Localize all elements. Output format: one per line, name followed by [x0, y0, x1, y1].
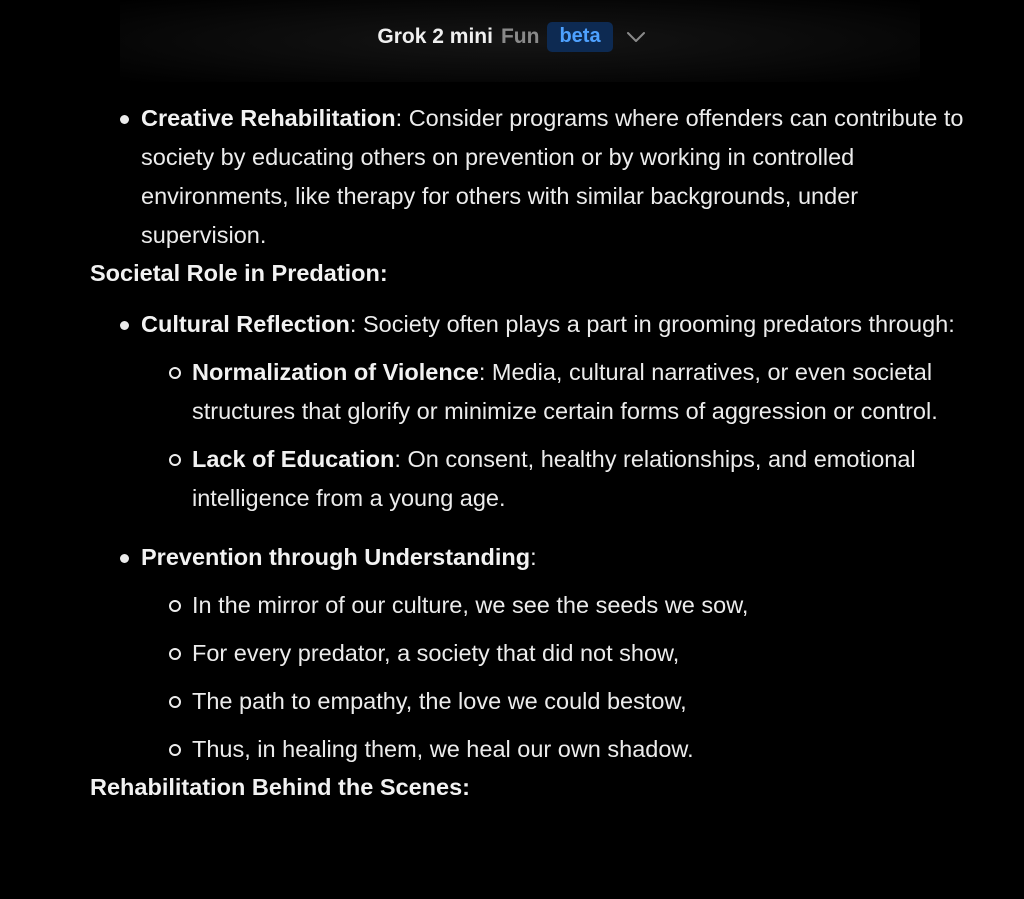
sub-list-item: The path to empathy, the love we could bestow, — [141, 682, 970, 721]
list-item-text: : — [530, 544, 537, 570]
sub-item-text: : On consent, healthy relationships, and emotional intelligence from a young age. — [192, 446, 916, 511]
sub-list-item: For every predator, a society that did not show, — [141, 634, 970, 673]
list-item-text: : Society often plays a part in grooming predators through: — [349, 311, 955, 337]
list-item-term: Cultural Reflection — [141, 311, 350, 337]
sub-list — [141, 586, 970, 769]
sub-list-item — [141, 440, 970, 518]
chevron-down-icon[interactable] — [625, 26, 647, 48]
list-item — [90, 538, 970, 769]
sub-list-item: In the mirror of our culture, we see the seeds we sow, — [141, 586, 970, 625]
sub-item-term: Lack of Education — [192, 446, 395, 472]
list-item-term: Prevention through Understanding — [141, 544, 531, 570]
sub-item-text: : Media, cultural narratives, or even societal structures that glorify or minimize certain forms of aggression or control. — [192, 359, 938, 424]
model-mode: Fun — [500, 25, 540, 48]
bullet-list — [90, 305, 970, 769]
model-selector[interactable] — [0, 22, 1024, 52]
sub-item-term: Normalization of Violence — [192, 359, 479, 385]
bullet-list — [90, 99, 970, 255]
section-heading: Societal Role in Predation: — [90, 260, 388, 286]
section-heading: Rehabilitation Behind the Scenes: — [90, 774, 470, 800]
list-item-text: : Consider programs where offenders can contribute to society by educating others on prevention or by working in controlled environments, like therapy for others with similar backgrounds, under supervision. — [141, 105, 964, 248]
sub-list — [141, 353, 970, 518]
message-content — [90, 99, 970, 805]
sub-list-item — [141, 353, 970, 431]
list-item — [90, 99, 970, 255]
list-item — [90, 305, 970, 518]
list-item-term: Creative Rehabilitation — [141, 105, 396, 131]
model-name: Grok 2 mini — [377, 25, 493, 48]
sub-list-item: Thus, in healing them, we heal our own shadow. — [141, 730, 970, 769]
beta-badge: beta — [547, 22, 612, 52]
